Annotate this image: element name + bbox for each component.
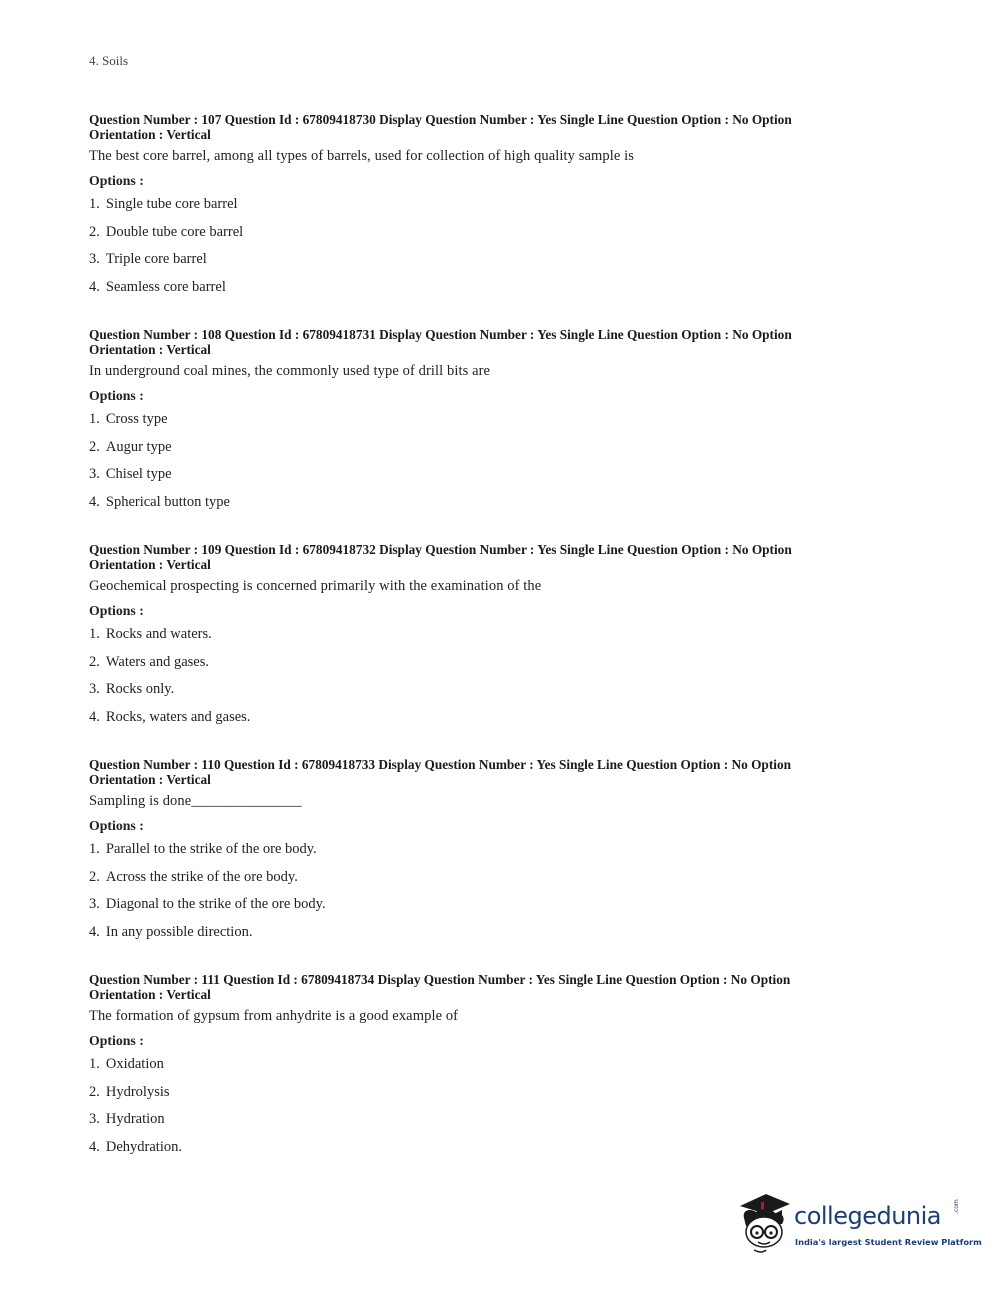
options-label: Options : [89,173,144,188]
option-number: 1. [89,841,100,857]
mascot-icon [736,1188,792,1254]
question-meta: Question Number : 107 Question Id : 67809418730 Display Question Number : Yes Single Line Question Option : No Option [89,112,792,127]
question-block-110 [89,757,889,941]
option-text: Diagonal to the strike of the ore body. [105,896,326,912]
option-item [89,223,889,241]
option-number: 2. [89,223,100,240]
option-item [89,278,889,296]
option-item [89,465,889,483]
collegedunia-logo [736,1188,982,1256]
question-meta-orientation: Orientation : Vertical [89,342,211,357]
option-item [89,868,889,886]
option-text: In any possible direction. [105,923,253,940]
option-item [89,923,889,941]
question-block-111 [89,972,889,1156]
option-text: Single tube core barrel [105,196,238,212]
option-item [89,840,889,858]
question-meta-orientation: Orientation : Vertical [89,557,211,572]
option-text: Chisel type [105,466,172,482]
question-block-108 [89,327,889,511]
option-number: 4. [89,923,100,940]
option-text: Hydrolysis [105,1083,170,1100]
option-text: Oxidation [105,1056,164,1072]
question-meta: Question Number : 109 Question Id : 67809418732 Display Question Number : Yes Single Line Question Option : No Option [89,542,792,557]
options-label: Options : [89,1033,144,1048]
option-number: 2. [89,868,100,885]
question-meta: Question Number : 110 Question Id : 67809418733 Display Question Number : Yes Single Line Question Option : No Option [89,757,791,772]
option-number: 1. [89,411,100,427]
option-text: Hydration [105,1111,165,1127]
question-block-109 [89,542,889,726]
option-item [89,1138,889,1156]
option-item [89,1055,889,1073]
logo-wordmark: collegedunia [794,1202,942,1230]
option-text: Triple core barrel [105,251,207,267]
option-number: 4. [89,493,100,510]
option-item [89,895,889,913]
option-item [89,438,889,456]
options-label: Options : [89,603,144,618]
option-number: 2. [89,1083,100,1100]
option-text: Seamless core barrel [105,278,226,295]
option-text: Across the strike of the ore body. [105,868,298,885]
option-text: Double tube core barrel [105,223,244,240]
option-item [89,1083,889,1101]
option-text: Augur type [105,438,172,455]
options-label: Options : [89,388,144,403]
question-meta-orientation: Orientation : Vertical [89,127,211,142]
option-text: Rocks only. [105,681,175,697]
question-text: The formation of gypsum from anhydrite is a good example of [89,1008,459,1024]
question-meta: Question Number : 111 Question Id : 67809418734 Display Question Number : Yes Single Line Question Option : No Option [89,972,791,987]
option-item [89,493,889,511]
option-number: 1. [89,1056,100,1072]
option-number: 4. [89,278,100,295]
option-item [89,410,889,428]
option-number: 2. [89,653,100,670]
logo-tagline: India's largest Student Review Platform [795,1237,982,1247]
question-meta-orientation: Orientation : Vertical [89,772,211,787]
option-number: 4. [89,1138,100,1155]
option-text: Waters and gases. [105,653,209,670]
question-meta-orientation: Orientation : Vertical [89,987,211,1002]
option-number: 3. [89,896,100,912]
question-block-107 [89,112,889,296]
option-item [89,195,889,213]
option-number: 4. [89,708,100,725]
option-text: Rocks, waters and gases. [105,708,251,725]
option-item [89,250,889,268]
logo-domain-suffix: .com [953,1199,960,1214]
option-number: 1. [89,196,100,212]
option-text: Parallel to the strike of the ore body. [105,841,317,857]
option-number: 1. [89,626,100,642]
question-text: Sampling is done_______________ [89,793,302,809]
option-text: Rocks and waters. [105,626,212,642]
option-number: 3. [89,251,100,267]
option-text: Spherical button type [105,493,230,510]
question-meta: Question Number : 108 Question Id : 67809418731 Display Question Number : Yes Single Line Question Option : No Option [89,327,792,342]
option-item [89,653,889,671]
option-text: Dehydration. [105,1138,182,1155]
option-number: 2. [89,438,100,455]
option-item [89,625,889,643]
option-number: 3. [89,1111,100,1127]
options-label: Options : [89,818,144,833]
question-text: In underground coal mines, the commonly used type of drill bits are [89,363,491,379]
option-number: 3. [89,681,100,697]
option-text: Cross type [105,411,168,427]
question-text: The best core barrel, among all types of barrels, used for collection of high quality sample is [89,148,635,164]
option-number: 3. [89,466,100,482]
question-text: Geochemical prospecting is concerned primarily with the examination of the [89,578,542,594]
cut-off-previous-option: 4. Soils [89,53,129,68]
option-item [89,708,889,726]
option-item [89,680,889,698]
option-item [89,1110,889,1128]
